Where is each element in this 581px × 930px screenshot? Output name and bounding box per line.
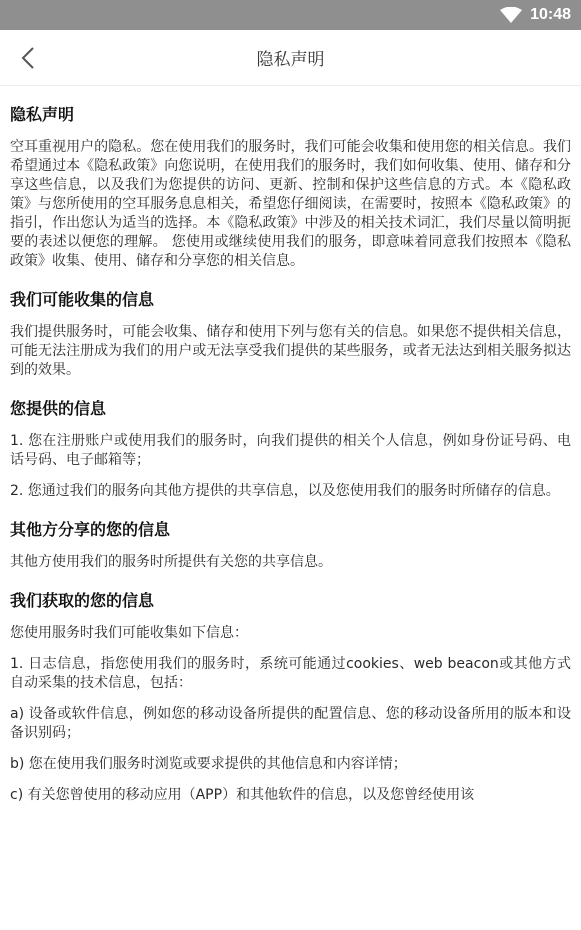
paragraph: a) 设备或软件信息，例如您的移动设备所提供的配置信息、您的移动设备所用的版本和设备识别码； [10,706,571,741]
paragraph: 空耳重视用户的隐私。您在使用我们的服务时，我们可能会收集和使用您的相关信息。我们希望通过本《隐私政策》向您说明，在使用我们的服务时，我们如何收集、使用、储存和分享这些信息，以及我们为您提供的访问、更新、控制和保护这些信息的方式。本《隐私政策》与您所使用的空耳服务息息相关，希望您仔细阅读，在需要时，按照本《隐私政策》的指引，作出您认为适当的选择。本《隐私政策》中涉及的相关技术词汇，我们尽量以简明扼要的表述以便您的理解。 您使用或继续使用我们的服务，即意味着同意我们按照本《隐私政策》收集、使用、储存和分享您的相关信息。 [10,139,571,269]
paragraph: 您使用服务时我们可能收集如下信息： [10,625,248,641]
status-bar [0,0,581,30]
paragraph: 1. 日志信息，指您使用我们的服务时，系统可能通过cookies、web beacon或其他方式自动采集的技术信息，包括： [10,656,571,691]
section-heading: 我们获取的您的信息 [10,591,155,610]
paragraph: b) 您在使用我们服务时浏览或要求提供的其他信息和内容详情； [10,756,407,772]
back-button[interactable] [12,42,44,74]
section-heading: 其他方分享的您的信息 [10,520,171,539]
paragraph: 2. 您通过我们的服务向其他方提供的共享信息，以及您使用我们的服务时所储存的信息。 [10,483,560,499]
paragraph: 我们提供服务时，可能会收集、储存和使用下列与您有关的信息。如果您不提供相关信息，可能无法注册成为我们的用户或无法享受我们提供的某些服务，或者无法达到相关服务拟达到的效果。 [10,324,571,378]
chevron-left-icon [21,46,35,70]
page-title: 隐私声明 [256,50,325,70]
status-time: 10:48 [530,6,571,23]
section-heading: 我们可能收集的信息 [10,290,155,309]
paragraph: c) 有关您曾使用的移动应用（APP）和其他软件的信息，以及您曾经使用该 [10,787,475,803]
paragraph: 1. 您在注册账户或使用我们的服务时，向我们提供的相关个人信息，例如身份证号码、电话号码、电子邮箱等； [10,433,571,468]
nav-bar [0,30,581,86]
wifi-icon [500,7,522,23]
privacy-content[interactable] [0,86,581,805]
section-heading: 您提供的信息 [10,399,107,418]
paragraph: 其他方使用我们的服务时所提供有关您的共享信息。 [10,554,332,570]
section-heading: 隐私声明 [10,105,75,124]
